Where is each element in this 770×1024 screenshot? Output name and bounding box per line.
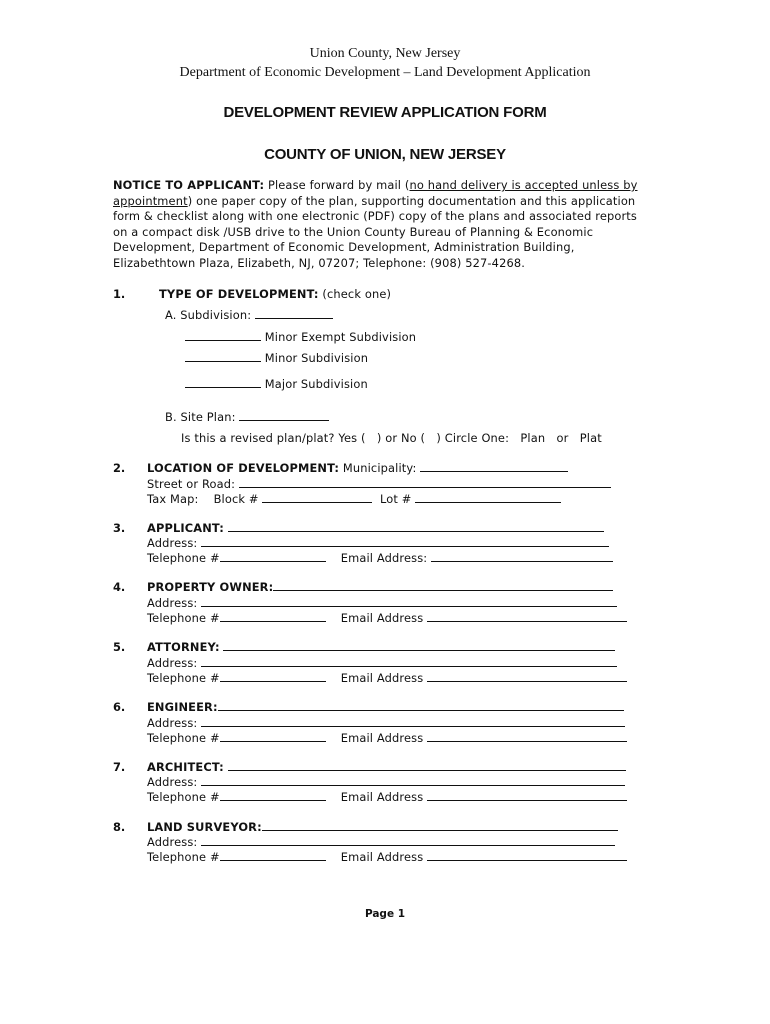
- attorney-address-field[interactable]: [201, 656, 617, 667]
- owner-name-field[interactable]: [273, 580, 613, 591]
- engineer-email-field[interactable]: [427, 731, 627, 742]
- surveyor-telephone-field[interactable]: [220, 850, 326, 861]
- applicant-name-field[interactable]: [228, 521, 604, 532]
- telephone-label: Telephone #: [147, 731, 220, 745]
- email-label: Email Address: [340, 671, 424, 685]
- telephone-label: Telephone #: [147, 671, 220, 685]
- taxmap-label: Tax Map:: [147, 492, 199, 506]
- telephone-label: Telephone #: [147, 850, 220, 864]
- applicant-telephone-field[interactable]: [220, 551, 326, 562]
- minor-exempt-blank[interactable]: [185, 330, 261, 341]
- subdivision-blank[interactable]: [255, 308, 333, 319]
- attorney-telephone-field[interactable]: [220, 671, 326, 682]
- section-7-number: 7.: [113, 760, 126, 774]
- email-label: Email Address: [340, 850, 424, 864]
- minor-subdivision-label: Minor Subdivision: [264, 351, 369, 365]
- block-field[interactable]: [262, 492, 372, 503]
- architect-row: [147, 760, 626, 774]
- check-one-note: (check one): [318, 287, 392, 301]
- architect-address-row: [147, 775, 625, 789]
- address-label: Address:: [147, 656, 198, 670]
- address-label: Address:: [147, 596, 198, 610]
- architect-email-field[interactable]: [427, 790, 627, 801]
- engineer-contact-row: [147, 731, 627, 745]
- telephone-label: Telephone #: [147, 790, 220, 804]
- email-label: Email Address: [340, 611, 424, 625]
- engineer-label: ENGINEER:: [147, 700, 218, 714]
- owner-address-field[interactable]: [201, 596, 617, 607]
- applicant-address-row: [147, 536, 609, 550]
- applicant-email-field[interactable]: [431, 551, 613, 562]
- attorney-contact-row: [147, 671, 627, 685]
- surveyor-email-field[interactable]: [427, 850, 627, 861]
- section-3-number: 3.: [113, 521, 126, 535]
- section-4-number: 4.: [113, 580, 126, 594]
- owner-email-field[interactable]: [427, 611, 627, 622]
- attorney-label: ATTORNEY:: [147, 640, 220, 654]
- address-label: Address:: [147, 775, 198, 789]
- architect-address-field[interactable]: [201, 775, 625, 786]
- municipality-field[interactable]: [420, 461, 568, 472]
- section-1-number: 1.: [113, 287, 126, 301]
- architect-name-field[interactable]: [228, 760, 626, 771]
- notice-line-5: Development, Department of Economic Development, Administration Building,: [113, 240, 575, 254]
- surveyor-name-field[interactable]: [262, 820, 618, 831]
- major-subdivision-blank[interactable]: [185, 377, 261, 388]
- email-label: Email Address: [340, 731, 424, 745]
- street-field[interactable]: [239, 477, 611, 488]
- notice-underline-2: appointment: [113, 194, 188, 208]
- architect-telephone-field[interactable]: [220, 790, 326, 801]
- attorney-name-field[interactable]: [223, 640, 615, 651]
- street-row: [147, 477, 611, 491]
- county-header: Union County, New Jersey: [309, 46, 461, 61]
- taxmap-row: [147, 492, 561, 506]
- attorney-row: [147, 640, 615, 654]
- subdivision-row: [165, 308, 333, 322]
- engineer-address-field[interactable]: [201, 716, 625, 727]
- notice-text-2: ) one paper copy of the plan, supporting documentation and this application: [187, 194, 636, 208]
- engineer-name-field[interactable]: [218, 700, 624, 711]
- owner-label: PROPERTY OWNER:: [147, 580, 274, 594]
- address-label: Address:: [147, 536, 198, 550]
- telephone-label: Telephone #: [147, 551, 220, 565]
- architect-label: ARCHITECT:: [147, 760, 224, 774]
- minor-subdivision-row: [185, 351, 368, 365]
- surveyor-address-row: [147, 835, 615, 849]
- notice-underline: no hand delivery is accepted unless by: [409, 178, 638, 192]
- street-label: Street or Road:: [147, 477, 236, 491]
- form-title: DEVELOPMENT REVIEW APPLICATION FORM: [223, 104, 547, 121]
- minor-exempt-row: [185, 330, 416, 344]
- owner-row: [147, 580, 613, 594]
- subdivision-label: A. Subdivision:: [165, 308, 252, 322]
- department-header: Department of Economic Development – Land Development Application: [179, 65, 591, 80]
- engineer-telephone-field[interactable]: [220, 731, 326, 742]
- county-title: COUNTY OF UNION, NEW JERSEY: [264, 146, 506, 163]
- notice-line-6: Elizabethtown Plaza, Elizabeth, NJ, 07207; Telephone: (908) 527-4268.: [113, 256, 526, 270]
- attorney-address-row: [147, 656, 617, 670]
- owner-address-row: [147, 596, 617, 610]
- section-8-number: 8.: [113, 820, 126, 834]
- email-label: Email Address:: [340, 551, 428, 565]
- section-5-number: 5.: [113, 640, 126, 654]
- address-label: Address:: [147, 835, 198, 849]
- block-label: Block #: [213, 492, 259, 506]
- email-label: Email Address: [340, 790, 424, 804]
- surveyor-contact-row: [147, 850, 627, 864]
- section-6-number: 6.: [113, 700, 126, 714]
- telephone-label: Telephone #: [147, 611, 220, 625]
- minor-exempt-label: Minor Exempt Subdivision: [264, 330, 417, 344]
- engineer-row: [147, 700, 624, 714]
- revised-plan-question[interactable]: Is this a revised plan/plat? Yes ( ) or No ( ) Circle One: Plan or Plat: [181, 431, 602, 445]
- notice-line-3: form & checklist along with one electronic (PDF) copy of the plans and associated reports: [113, 209, 638, 223]
- owner-contact-row: [147, 611, 627, 625]
- site-plan-row: [165, 410, 329, 424]
- engineer-address-row: [147, 716, 625, 730]
- lot-field[interactable]: [415, 492, 561, 503]
- owner-telephone-field[interactable]: [220, 611, 326, 622]
- page-number: Page 1: [364, 908, 406, 920]
- architect-contact-row: [147, 790, 627, 804]
- surveyor-label: LAND SURVEYOR:: [147, 820, 262, 834]
- applicant-label: APPLICANT:: [147, 521, 224, 535]
- type-of-development-label: TYPE OF DEVELOPMENT:: [159, 287, 319, 301]
- applicant-address-field[interactable]: [201, 536, 609, 547]
- notice-text: Please forward by mail (: [264, 178, 410, 192]
- major-subdivision-label: Major Subdivision: [264, 377, 368, 391]
- site-plan-blank[interactable]: [239, 410, 329, 421]
- lot-label: Lot #: [379, 492, 412, 506]
- site-plan-label: B. Site Plan:: [165, 410, 236, 424]
- attorney-email-field[interactable]: [427, 671, 627, 682]
- notice-line-4: on a compact disk /USB drive to the Union County Bureau of Planning & Economic: [113, 225, 594, 239]
- applicant-contact-row: [147, 551, 613, 565]
- notice-label: NOTICE TO APPLICANT:: [113, 178, 265, 192]
- notice-line-2: [113, 194, 635, 208]
- address-label: Address:: [147, 716, 198, 730]
- section-2-number: 2.: [113, 461, 126, 475]
- location-row: [147, 461, 568, 475]
- notice-line-1: [113, 178, 638, 192]
- surveyor-address-field[interactable]: [201, 835, 615, 846]
- municipality-label: Municipality:: [339, 461, 417, 475]
- applicant-row: [147, 521, 604, 535]
- minor-subdivision-blank[interactable]: [185, 351, 261, 362]
- section-1-heading: [159, 287, 391, 301]
- major-subdivision-row: [185, 377, 368, 391]
- surveyor-row: [147, 820, 618, 834]
- location-label: LOCATION OF DEVELOPMENT:: [147, 461, 340, 475]
